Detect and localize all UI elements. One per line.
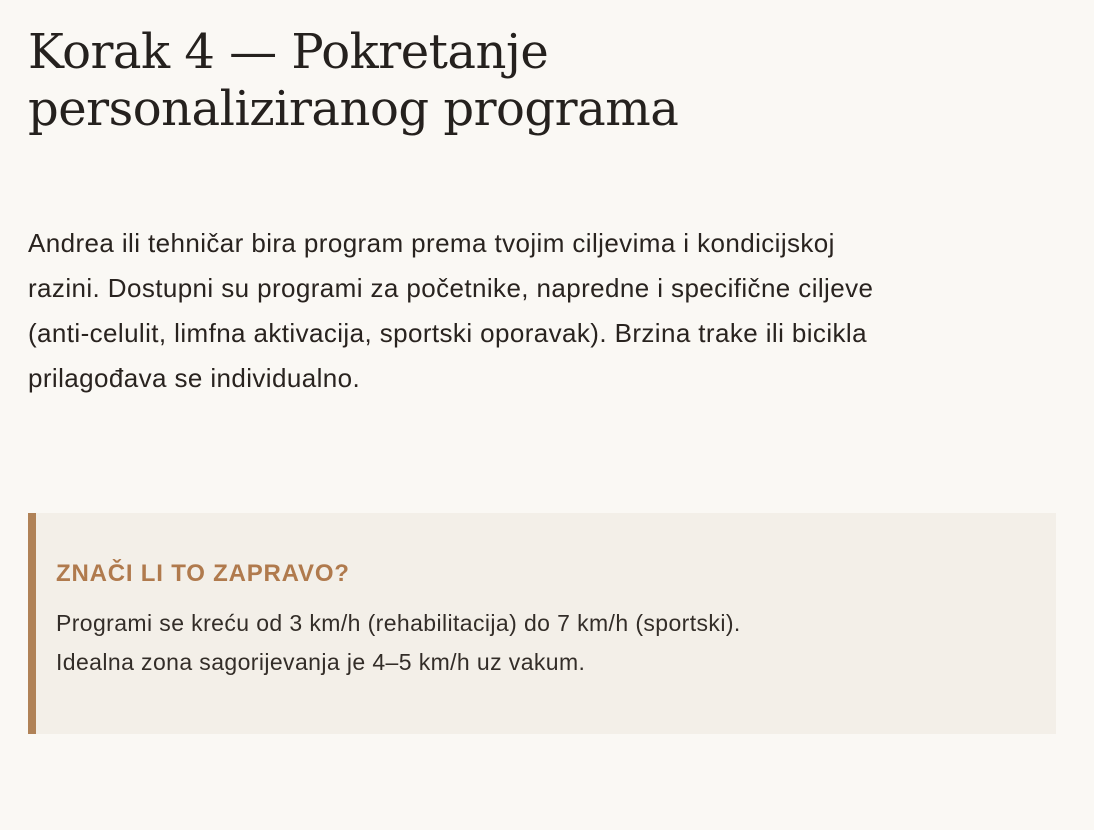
- description-line-4: prilagođava se individualno.: [28, 363, 361, 393]
- callout-title: ZNAČI LI TO ZAPRAVO?: [56, 560, 350, 587]
- page-title-line-2: personaliziranog programa: [28, 81, 679, 137]
- callout-line-1: Programi se kreću od 3 km/h (rehabilitacija) do 7 km/h (sportski).: [56, 610, 741, 636]
- description-line-3: (anti-celulit, limfna aktivacija, sportski oporavak). Brzina trake ili bicikla: [28, 318, 867, 348]
- info-callout: [28, 513, 1056, 734]
- page-title: [28, 24, 728, 138]
- description-line-2: razini. Dostupni su programi za početnike, napredne i specifične ciljeve: [28, 273, 874, 303]
- program-description: [28, 221, 1028, 401]
- page-title-line-1: Korak 4 — Pokretanje: [28, 24, 549, 80]
- description-line-1: Andrea ili tehničar bira program prema tvojim ciljevima i kondicijskoj: [28, 228, 835, 258]
- callout-text: [56, 604, 1056, 682]
- callout-line-2: Idealna zona sagorijevanja je 4–5 km/h uz vakum.: [56, 649, 586, 675]
